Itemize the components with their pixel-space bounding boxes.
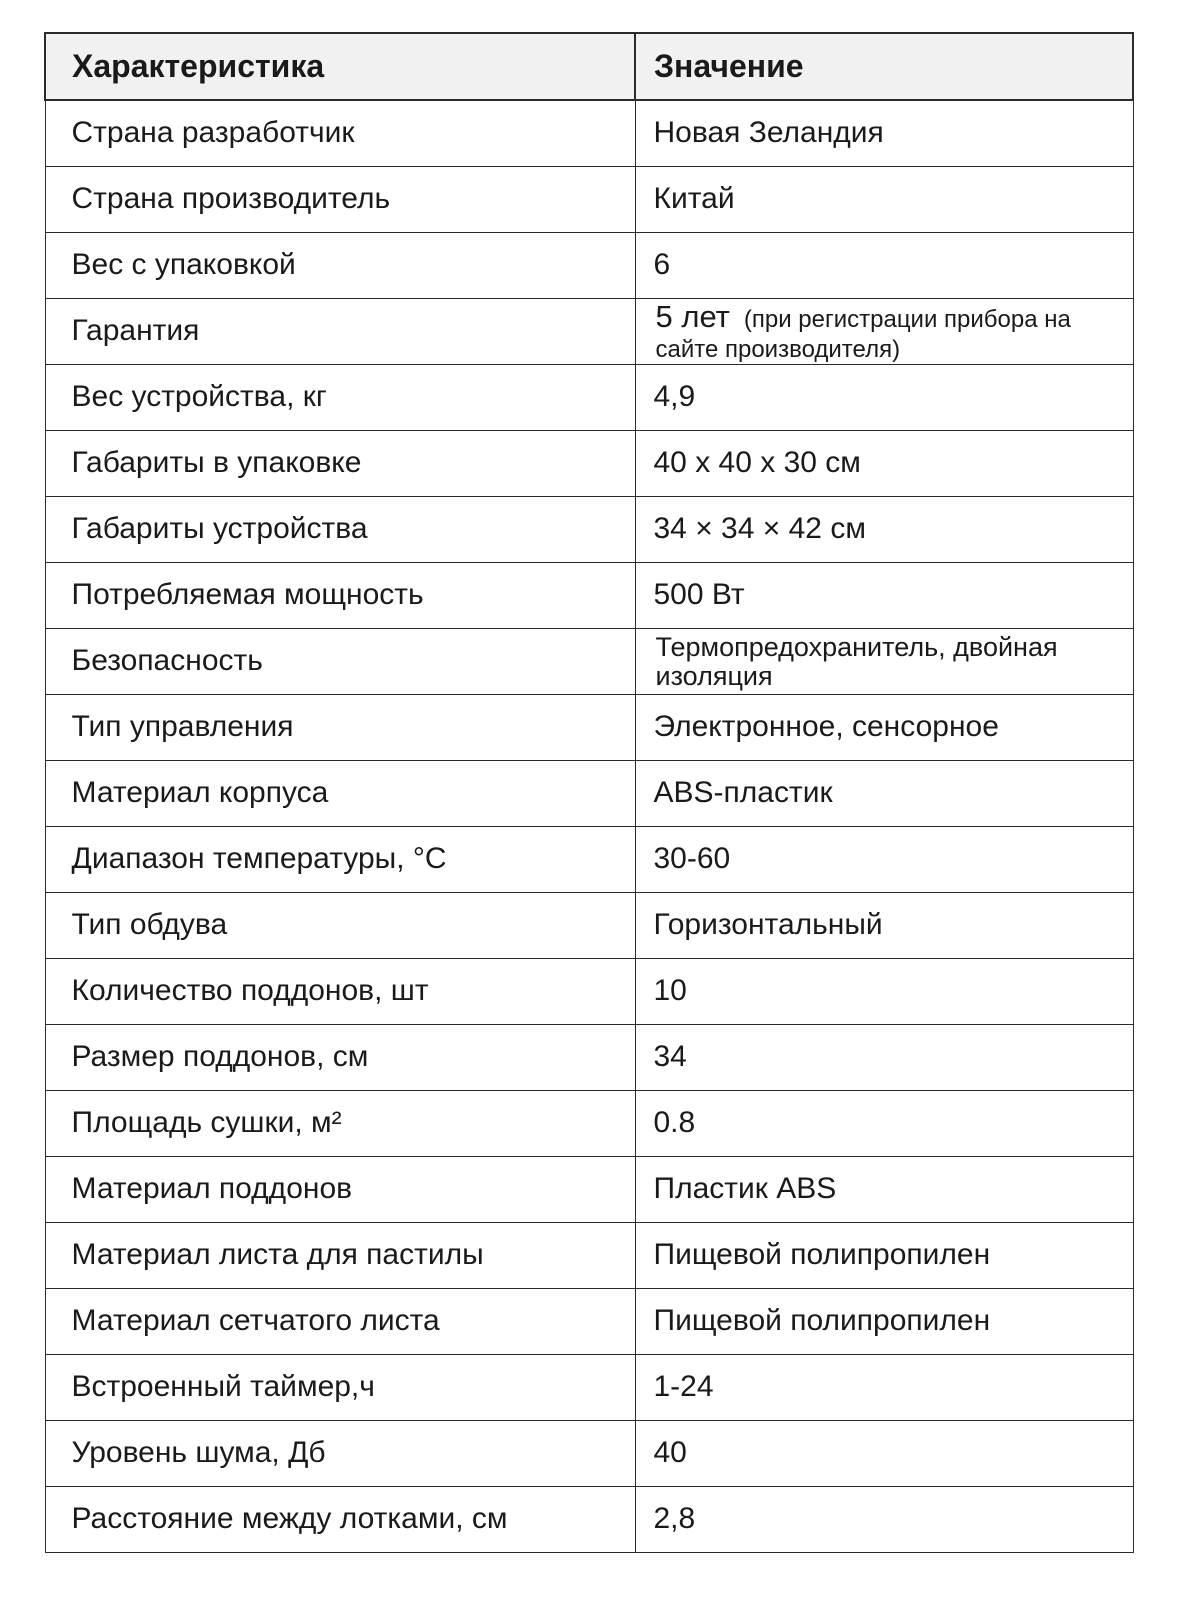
row-value: 0.8 — [635, 1091, 1133, 1157]
table-row — [45, 365, 1133, 431]
row-name: Гарантия — [45, 299, 635, 365]
table-row — [45, 1289, 1133, 1355]
header-value: Значение — [635, 33, 1133, 100]
row-name: Тип управления — [45, 695, 635, 761]
table-row — [45, 431, 1133, 497]
row-name: Габариты устройства — [45, 497, 635, 563]
row-name: Вес с упаковкой — [45, 233, 635, 299]
row-value: Термопредохранитель, двойная изоляция — [635, 629, 1133, 695]
row-name: Потребляемая мощность — [45, 563, 635, 629]
row-name: Количество поддонов, шт — [45, 959, 635, 1025]
table-row — [45, 893, 1133, 959]
row-value-warranty — [635, 299, 1133, 365]
row-value: 4,9 — [635, 365, 1133, 431]
row-name: Безопасность — [45, 629, 635, 695]
table-row — [45, 100, 1133, 167]
row-value: 1-24 — [635, 1355, 1133, 1421]
table-row — [45, 497, 1133, 563]
row-value: 30-60 — [635, 827, 1133, 893]
row-name: Страна производитель — [45, 167, 635, 233]
row-name: Вес устройства, кг — [45, 365, 635, 431]
row-value: Китай — [635, 167, 1133, 233]
row-name: Тип обдува — [45, 893, 635, 959]
warranty-note: (при регистрации прибора на сайте производителя) — [655, 306, 1071, 363]
table-row — [45, 1487, 1133, 1553]
table-body — [45, 100, 1133, 1553]
row-value: 500 Вт — [635, 563, 1133, 629]
table-row — [45, 1421, 1133, 1487]
row-value: 34 × 34 × 42 см — [635, 497, 1133, 563]
specifications-table — [44, 32, 1134, 1553]
row-value: Пищевой полипропилен — [635, 1223, 1133, 1289]
row-name: Материал листа для пастилы — [45, 1223, 635, 1289]
row-name: Материал корпуса — [45, 761, 635, 827]
table-row — [45, 167, 1133, 233]
row-value: 6 — [635, 233, 1133, 299]
table-row — [45, 1355, 1133, 1421]
row-value: Горизонтальный — [635, 893, 1133, 959]
table-row — [45, 1091, 1133, 1157]
row-value: 40 x 40 x 30 см — [635, 431, 1133, 497]
row-value: Пищевой полипропилен — [635, 1289, 1133, 1355]
table-row — [45, 761, 1133, 827]
table-row — [45, 827, 1133, 893]
table-row — [45, 695, 1133, 761]
table-row — [45, 233, 1133, 299]
row-name: Габариты в упаковке — [45, 431, 635, 497]
row-name: Страна разработчик — [45, 100, 635, 167]
row-value: Электронное, сенсорное — [635, 695, 1133, 761]
row-value: Новая Зеландия — [635, 100, 1133, 167]
table-row — [45, 959, 1133, 1025]
row-name: Расстояние между лотками, см — [45, 1487, 635, 1553]
row-name: Размер поддонов, см — [45, 1025, 635, 1091]
table-row — [45, 1157, 1133, 1223]
row-name: Диапазон температуры, °C — [45, 827, 635, 893]
header-characteristic: Характеристика — [45, 33, 635, 100]
row-name: Уровень шума, Дб — [45, 1421, 635, 1487]
table-row — [45, 1025, 1133, 1091]
row-value: Пластик ABS — [635, 1157, 1133, 1223]
row-value: ABS-пластик — [635, 761, 1133, 827]
row-name: Материал сетчатого листа — [45, 1289, 635, 1355]
warranty-term: 5 лет — [655, 299, 730, 335]
row-value: 2,8 — [635, 1487, 1133, 1553]
row-name: Материал поддонов — [45, 1157, 635, 1223]
row-name: Площадь сушки, м² — [45, 1091, 635, 1157]
header-row — [45, 33, 1133, 100]
table-row — [45, 299, 1133, 365]
row-value: 40 — [635, 1421, 1133, 1487]
row-name: Встроенный таймер,ч — [45, 1355, 635, 1421]
table-row — [45, 1223, 1133, 1289]
table-row — [45, 563, 1133, 629]
row-value: 10 — [635, 959, 1133, 1025]
row-value: 34 — [635, 1025, 1133, 1091]
table-header — [45, 33, 1133, 100]
table-row — [45, 629, 1133, 695]
